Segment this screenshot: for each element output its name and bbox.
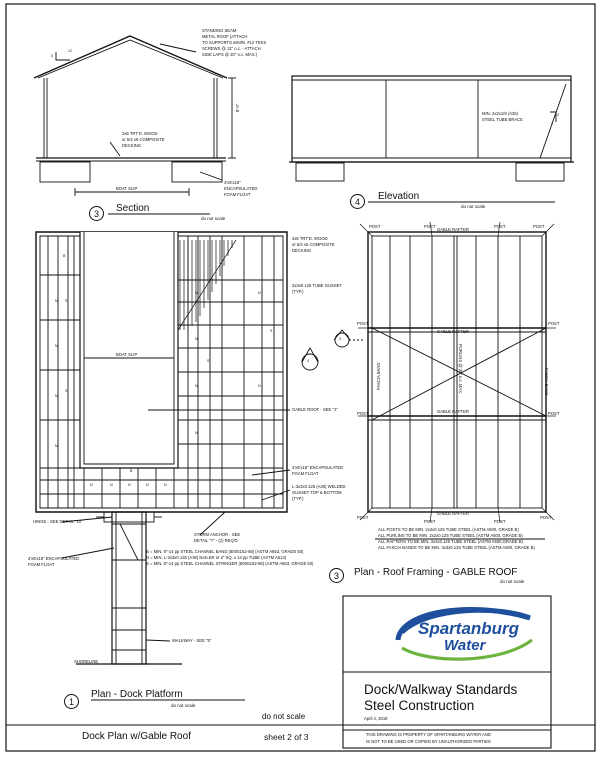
footer-sheet-number: sheet 2 of 3 xyxy=(264,732,309,742)
section-roof-note-3: TO SUPPORTS w/MIN. #12 TEKS xyxy=(202,40,267,45)
roof-post-label: POST xyxy=(533,224,545,229)
plan-hinge-note: HINGE - SEE DETAIL "10" xyxy=(33,519,83,524)
footer-sheet-name: Dock Plan w/Gable Roof xyxy=(82,731,191,742)
plan-legend-s: S = MIN. 8"-14 pp STEEL CHANNEL STRINGER (800S162-68) (ASTM A653, GRADE 50) xyxy=(146,561,314,566)
roof-gable-rafter-low: GABLE RAFTER xyxy=(437,409,469,414)
plan-scale-note: do not scale xyxy=(171,703,196,708)
roof-post-label: POST xyxy=(548,321,560,326)
mark-s: S xyxy=(65,299,68,303)
elevation-pitch-2: 2 xyxy=(557,113,559,117)
plan-legend-b: B = MIN. 8"-14 pp STEEL CHANNEL BAND (800S162-68) (ASTM A653, GRADE 50) xyxy=(146,549,304,554)
plan-angle-note-1: L-3x3x0.125 (A36) WELDED xyxy=(292,484,346,489)
plan-deck-note-2: or 5/4 x6 COMPOSITE xyxy=(292,242,335,247)
roof-post-label: POST xyxy=(424,519,436,524)
mark-n: N xyxy=(55,299,58,303)
section-pitch-5: 5 xyxy=(51,54,53,58)
plan-section-callout: 3 xyxy=(339,337,341,341)
section-deck-note-2: or 5/4 x6 COMPOSITE xyxy=(122,137,165,142)
mark-n: N xyxy=(258,291,261,295)
plan-deck-note-3: DECKING xyxy=(292,248,312,253)
mark-n: N xyxy=(128,483,131,487)
section-roof-note-2: METAL ROOF (ATTACH xyxy=(202,34,248,39)
mark-s: S xyxy=(207,359,210,363)
roof-post-label: POST xyxy=(357,515,369,520)
logo-word-spartanburg: Spartanburg xyxy=(418,619,520,638)
plan-float-left-1: 4'x6'x18" ENCAPSULATED xyxy=(28,556,80,561)
plan-storm-note-1: STORM ANCHOR - SEE xyxy=(194,532,241,537)
roof-gable-rafter-bottom: GABLE RAFTER xyxy=(437,511,469,516)
mark-n: N xyxy=(110,483,113,487)
mark-n: N xyxy=(195,291,198,295)
title-line-1: Dock/Walkway Standards xyxy=(364,682,518,697)
plan-legend-n: N = MIN. L-3x3x0.125 (A36) NAILER or 2" SQ. x 14 pp TUBE (ASTM A513) xyxy=(146,555,287,560)
roof-post-label: POST xyxy=(540,515,552,520)
roof-note-3: ALL RAFTERS TO BE MIN. 3x3x0.125 TUBE STEEL (ASTM A500,GRADE B) xyxy=(378,539,523,544)
mark-n: N xyxy=(146,483,149,487)
mark-n: N xyxy=(195,384,198,388)
roof-post-label: POST xyxy=(494,224,506,229)
mark-n: N xyxy=(55,444,58,448)
plan-storm-note-2: DETAIL "7" - (2) REQ'D. xyxy=(194,538,239,543)
disclaimer-line-1: THIS DRAWING IS PROPERTY OF SPARTANBURG WATER AND xyxy=(366,732,491,737)
section-height-dim: 8'-0" xyxy=(235,103,240,112)
plan-deck-note-1: 2x6 TRT'D. WOOD xyxy=(292,236,328,241)
elevation-brace-note-2: STEEL TUBE BRACE xyxy=(482,117,523,122)
mark-n: N xyxy=(258,384,261,388)
section-roof-note-4: SCREWS @ 12" o.c. - ATTACH xyxy=(202,46,261,51)
roof-fascia-left: FASCIA BAND xyxy=(376,362,381,390)
roof-framing-drawing xyxy=(358,222,556,539)
plan-boat-slip: BOAT SLIP xyxy=(116,352,138,357)
roof-post-label: POST xyxy=(424,224,436,229)
elevation-title: Elevation xyxy=(378,191,420,202)
roof-note-2: ALL PURLINS TO BE MIN. 2x2x0.125 TUBE STEEL (ASTM A500, GRADE B) xyxy=(378,533,523,538)
roof-gable-rafter-top: GABLE RAFTER xyxy=(437,227,469,232)
mark-n: N xyxy=(195,337,198,341)
section-boat-slip: BOAT SLIP xyxy=(116,186,138,191)
section-deck-note-1: 2x6 TRT'D. WOOD xyxy=(122,131,158,136)
elevation-drawing xyxy=(289,76,574,181)
section-title: Section xyxy=(116,203,150,214)
roof-post-label: POST xyxy=(494,519,506,524)
section-drawing xyxy=(34,36,236,196)
footer-not-scale: do not scale xyxy=(262,712,306,721)
plan-gable-note: GABLE ROOF - SEE "2" xyxy=(292,407,338,412)
roof-post-label: POST xyxy=(548,411,560,416)
section-float-note-2: ENCAPSULATED xyxy=(224,186,258,191)
roof-callout-circle: 3 xyxy=(329,568,344,583)
plan-walkway-note: WALKWAY - SEE "5" xyxy=(172,638,212,643)
section-float-note-3: FOAM FLOAT xyxy=(224,192,251,197)
roof-post-label: POST xyxy=(357,321,369,326)
mark-n: N xyxy=(55,394,58,398)
plan-compass-label: 4 xyxy=(307,359,309,363)
roof-title: Plan - Roof Framing - GABLE ROOF xyxy=(354,567,518,578)
plan-float-note-1: 4'x6'x18" ENCAPSULATED xyxy=(292,465,344,470)
plan-angle-note-3: (TYP.) xyxy=(292,496,304,501)
elevation-brace-note-1: MIN. 2x2x1/8 (A36) xyxy=(482,111,519,116)
mark-b: B xyxy=(130,469,133,473)
section-roof-note-5: SIDE LAPS @ 20" o.c. MAX.) xyxy=(202,52,258,57)
roof-gable-rafter-mid: GABLE RAFTER xyxy=(437,329,469,334)
section-deck-note-3: DECKING xyxy=(122,143,142,148)
elevation-callout-circle: 4 xyxy=(350,194,365,209)
dock-plan-drawing xyxy=(36,232,364,664)
plan-gusset-note-2: (TYP.) xyxy=(292,289,304,294)
section-scale-note: do not scale xyxy=(201,216,226,221)
elevation-scale-note: do not scale xyxy=(461,204,486,209)
roof-scale-note: do not scale xyxy=(500,579,525,584)
roof-post-label: POST xyxy=(357,411,369,416)
plan-float-left-2: FOAM FLOAT xyxy=(28,562,55,567)
roof-fascia-right: FASCIA BAND xyxy=(544,368,549,396)
roof-note-4: ALL FASCIA BANDS TO BE MIN. 3x3x0.125 TUBE STEEL (ASTM A500, GRADE B) xyxy=(378,545,535,550)
section-roof-note-1: STANDING SEAM xyxy=(202,28,237,33)
elevation-pitch-1: 1 xyxy=(551,122,553,126)
roof-note-1: ALL POSTS TO BE MIN. 2x2x0.125 TUBE STEEL (ASTM A500, GRADE B) xyxy=(378,527,519,532)
plan-gusset-note-1: 3x3x0.125 TUBE GUSSET xyxy=(292,283,342,288)
roof-post-label: POST xyxy=(369,224,381,229)
mark-s: S xyxy=(65,389,68,393)
section-pitch-12: 12 xyxy=(68,49,72,53)
plan-shoreline: SHORELINE xyxy=(74,659,99,664)
mark-n: N xyxy=(55,344,58,348)
disclaimer-line-2: IS NOT TO BE USED OR COPIED BY UNAUTHORIZED PARTIES xyxy=(366,739,491,744)
section-callout-circle: 3 xyxy=(89,206,104,221)
mark-n: N xyxy=(195,431,198,435)
logo-word-water: Water xyxy=(444,637,486,654)
title-line-2: Steel Construction xyxy=(364,698,475,713)
section-float-note-1: 4'x6'x18" xyxy=(224,180,241,185)
plan-float-note-2: FOAM FLOAT xyxy=(292,471,319,476)
mark-n: N xyxy=(164,483,167,487)
mark-s: S xyxy=(270,329,273,333)
roof-purlins-note: PURLINS @ 30" o.c. MAX. xyxy=(458,344,463,395)
mark-b: B xyxy=(63,254,66,258)
plan-callout-circle: 1 xyxy=(64,694,79,709)
title-date: April 4, 2019 xyxy=(364,716,388,721)
plan-angle-note-2: GUSSET TOP & BOTTOM xyxy=(292,490,342,495)
plan-title: Plan - Dock Platform xyxy=(91,689,183,700)
mark-n: N xyxy=(90,483,93,487)
